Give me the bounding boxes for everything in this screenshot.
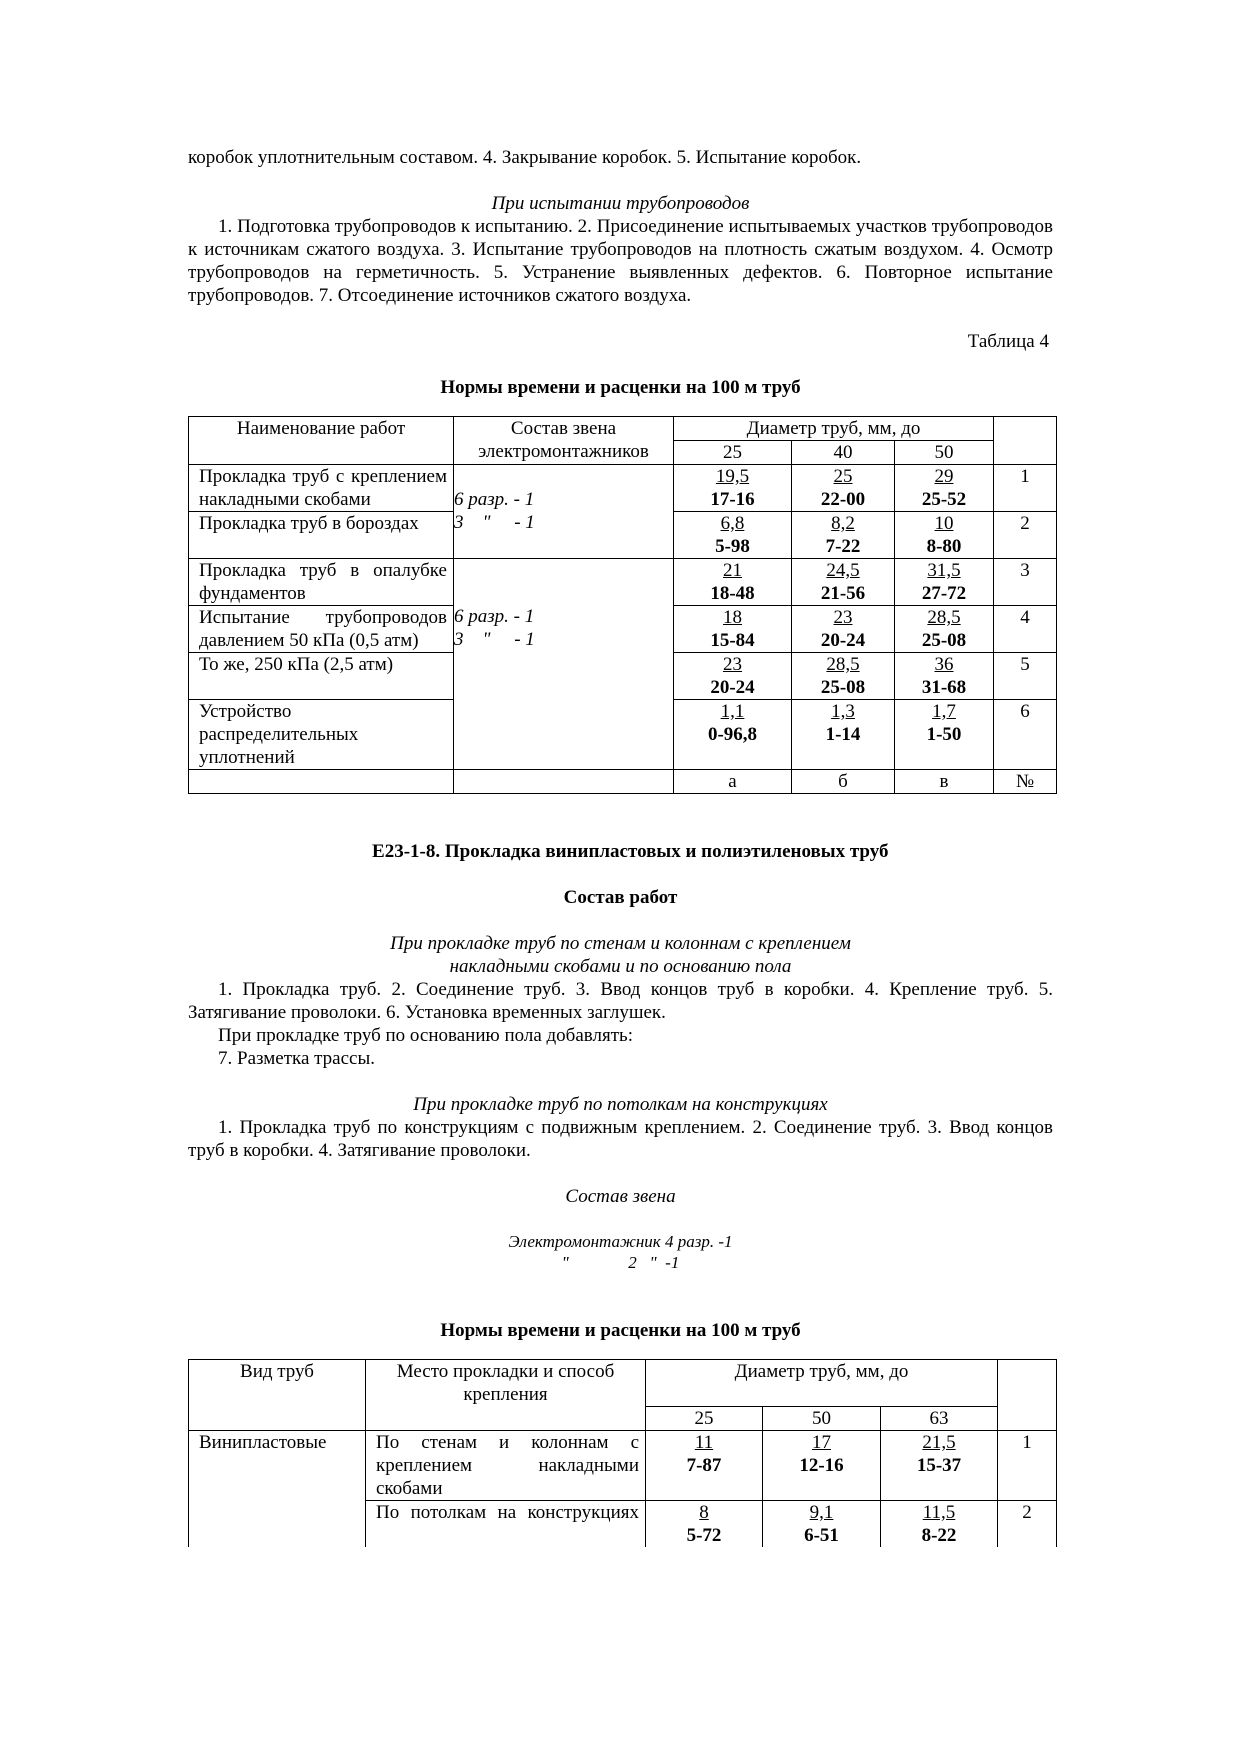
price: 5-72 — [686, 1525, 722, 1546]
price: 8-80 — [926, 536, 962, 557]
header-crew — [454, 417, 674, 465]
section-title: Е23-1-8. Прокладка винипластовых и полиэтиленовых труб — [362, 841, 879, 862]
price: 20-24 — [820, 630, 866, 651]
row-number: 1 — [998, 1431, 1057, 1501]
walls-paragraph: 1. Прокладка труб. 2. Соединение труб. 3. Ввод концов труб в коробки. 4. Крепление труб. 5. Затягивание проволоки. 6. Установка временных заглушек. — [188, 979, 1053, 1023]
header-crew-line2: электромонтажников — [478, 441, 649, 462]
price: 12-16 — [799, 1455, 844, 1476]
work-name-cell: Прокладка труб в бороздах — [189, 512, 454, 559]
value-cell — [763, 1501, 881, 1548]
value-cell — [763, 1431, 881, 1501]
place-cell: По потолкам на конструкциях — [366, 1501, 646, 1548]
norm-time: 18 — [723, 607, 742, 628]
price: 0-96,8 — [707, 724, 758, 745]
norm-time: 21,5 — [922, 1432, 956, 1453]
norm-time: 25 — [833, 466, 853, 487]
value-cell — [792, 606, 895, 653]
header-d2: 50 — [763, 1407, 881, 1431]
header-diameter: Диаметр труб, мм, до — [674, 417, 994, 441]
value-cell — [674, 606, 792, 653]
crew-b-line2: 3 " - 1 — [454, 629, 535, 650]
norms-table-5 — [188, 1359, 1057, 1547]
norm-time: 6,8 — [720, 513, 745, 534]
norm-time: 23 — [833, 607, 853, 628]
price: 17-16 — [710, 489, 755, 510]
footer-blank — [454, 770, 674, 794]
floor-item-paragraph: 7. Разметка трассы. — [218, 1048, 375, 1069]
value-cell — [881, 1501, 998, 1548]
work-name-cell: Устройство распределительных уплотнений — [189, 700, 454, 770]
norm-time: 21 — [723, 560, 742, 581]
header-place: Место прокладки и способ крепления — [366, 1360, 646, 1431]
value-cell — [646, 1431, 763, 1501]
row-number: 2 — [994, 512, 1057, 559]
row-number: 3 — [994, 559, 1057, 606]
table-row — [189, 465, 1057, 512]
price: 25-08 — [921, 630, 967, 651]
price: 22-00 — [820, 489, 866, 510]
crew-a-line1: 6 разр. - 1 — [454, 489, 535, 510]
work-name-cell: Прокладка труб в опалубке фундаментов — [189, 559, 454, 606]
norm-time: 29 — [934, 466, 954, 487]
value-cell — [674, 700, 792, 770]
price: 25-08 — [820, 677, 866, 698]
pipe-type-cell: Винипластовые — [189, 1431, 366, 1548]
norm-time: 17 — [812, 1432, 831, 1453]
price: 20-24 — [710, 677, 755, 698]
value-cell — [881, 1431, 998, 1501]
value-cell — [792, 465, 895, 512]
table-row — [189, 1431, 1057, 1501]
price: 8-22 — [921, 1525, 957, 1546]
crew-b-line1: 6 разр. - 1 — [454, 606, 535, 627]
footer-col-c: в — [895, 770, 994, 794]
price: 27-72 — [921, 583, 967, 604]
header-d2: 40 — [792, 441, 895, 465]
value-cell — [792, 653, 895, 700]
document-page — [188, 146, 1053, 1547]
row-number: 6 — [994, 700, 1057, 770]
pipes-test-paragraph: 1. Подготовка трубопроводов к испытанию. 2. Присоединение испытываемых участков трубопроводов к источникам сжатого воздуха. 3. Испытание трубопроводов на плотность сжатым воздухом. 4. Осмотр трубопроводов на герметичность. 5. Устранение выявленных дефектов. 6. Повторное испытание трубопроводов. 7. Отсоединение источников сжатого воздуха. — [188, 216, 1053, 306]
price: 15-37 — [916, 1455, 962, 1476]
header-diameter: Диаметр труб, мм, до — [646, 1360, 998, 1407]
walls-heading-line1: При прокладке труб по стенам и колоннам с креплением — [390, 933, 851, 954]
value-cell — [895, 653, 994, 700]
value-cell — [792, 512, 895, 559]
row-number: 5 — [994, 653, 1057, 700]
header-d1: 25 — [674, 441, 792, 465]
norm-time: 23 — [723, 654, 742, 675]
norm-time: 10 — [934, 513, 954, 534]
value-cell — [895, 512, 994, 559]
crew-heading: Состав звена — [565, 1186, 676, 1207]
ceiling-paragraph: 1. Прокладка труб по конструкциям с подвижным креплением. 2. Соединение труб. 3. Ввод концов труб в коробки. 4. Затягивание проволоки. — [188, 1117, 1053, 1161]
price: 7-22 — [825, 536, 861, 557]
floor-add-paragraph: При прокладке труб по основанию пола добавлять: — [218, 1025, 633, 1046]
crew-cell-a — [454, 465, 674, 559]
header-d3: 63 — [881, 1407, 998, 1431]
price: 18-48 — [710, 583, 755, 604]
table4-title: Нормы времени и расценки на 100 м труб — [440, 377, 801, 398]
footer-col-a: а — [674, 770, 792, 794]
value-cell — [792, 559, 895, 606]
norm-time: 11 — [694, 1432, 714, 1453]
header-work-name: Наименование работ — [189, 417, 454, 465]
norm-time: 1,7 — [932, 701, 956, 722]
value-cell — [792, 700, 895, 770]
work-name-cell: То же, 250 кПа (2,5 атм) — [189, 653, 454, 700]
header-blank — [998, 1360, 1057, 1431]
pipes-test-heading: При испытании трубопроводов — [491, 193, 750, 214]
price: 5-98 — [715, 536, 750, 557]
value-cell — [895, 559, 994, 606]
header-pipe-type: Вид труб — [189, 1360, 366, 1431]
norm-time: 31,5 — [927, 560, 961, 581]
norm-time: 28,5 — [826, 654, 860, 675]
value-cell — [674, 653, 792, 700]
value-cell — [674, 465, 792, 512]
value-cell — [674, 512, 792, 559]
crew-a-line2: 3 " - 1 — [454, 512, 535, 533]
work-name-cell: Прокладка труб с креплением накладными скобами — [189, 465, 454, 512]
price: 1-50 — [926, 724, 962, 745]
price: 6-51 — [804, 1525, 839, 1546]
value-cell — [895, 606, 994, 653]
price: 15-84 — [710, 630, 755, 651]
value-cell — [674, 559, 792, 606]
value-cell — [895, 465, 994, 512]
place-cell: По стенам и колоннам с креплением накладными скобами — [366, 1431, 646, 1501]
ceiling-heading: При прокладке труб по потолкам на конструкциях — [413, 1094, 828, 1115]
norm-time: 1,1 — [720, 701, 745, 722]
footer-blank — [189, 770, 454, 794]
norm-time: 28,5 — [927, 607, 961, 628]
header-d3: 50 — [895, 441, 994, 465]
row-number: 1 — [994, 465, 1057, 512]
norm-time: 11,5 — [922, 1502, 956, 1523]
norm-time: 8,2 — [831, 513, 855, 534]
price: 31-68 — [921, 677, 967, 698]
crew-line1: Электромонтажник 4 разр. -1 — [508, 1232, 733, 1251]
norm-time: 19,5 — [715, 466, 750, 487]
price: 7-87 — [686, 1455, 722, 1476]
crew-line2: " 2 " -1 — [561, 1253, 680, 1272]
value-cell — [646, 1501, 763, 1548]
work-name-cell: Испытание трубопроводов давлением 50 кПа (0,5 атм) — [189, 606, 454, 653]
walls-heading-line2: накладными скобами и по основанию пола — [449, 956, 792, 977]
header-crew-line1: Состав звена — [510, 418, 617, 439]
norm-time: 1,3 — [831, 701, 855, 722]
intro-tail-paragraph: коробок уплотнительным составом. 4. Закрывание коробок. 5. Испытание коробок. — [188, 147, 862, 168]
price: 1-14 — [825, 724, 861, 745]
crew-cell-b — [454, 559, 674, 770]
row-number: 2 — [998, 1501, 1057, 1548]
composition-heading: Состав работ — [563, 887, 678, 908]
footer-col-number: № — [994, 770, 1057, 794]
table-row — [189, 559, 1057, 606]
price: 21-56 — [820, 583, 866, 604]
norms-table-4 — [188, 416, 1057, 794]
row-number: 4 — [994, 606, 1057, 653]
norm-time: 36 — [934, 654, 954, 675]
table5-title: Нормы времени и расценки на 100 м труб — [440, 1320, 801, 1341]
header-blank — [994, 417, 1057, 465]
value-cell — [895, 700, 994, 770]
norm-time: 9,1 — [809, 1502, 834, 1523]
norm-time: 8 — [699, 1502, 709, 1523]
price: 25-52 — [921, 489, 967, 510]
footer-col-b: б — [792, 770, 895, 794]
norm-time: 24,5 — [826, 560, 860, 581]
header-d1: 25 — [646, 1407, 763, 1431]
table-label: Таблица 4 — [967, 331, 1049, 352]
table-footer-row — [189, 770, 1057, 794]
